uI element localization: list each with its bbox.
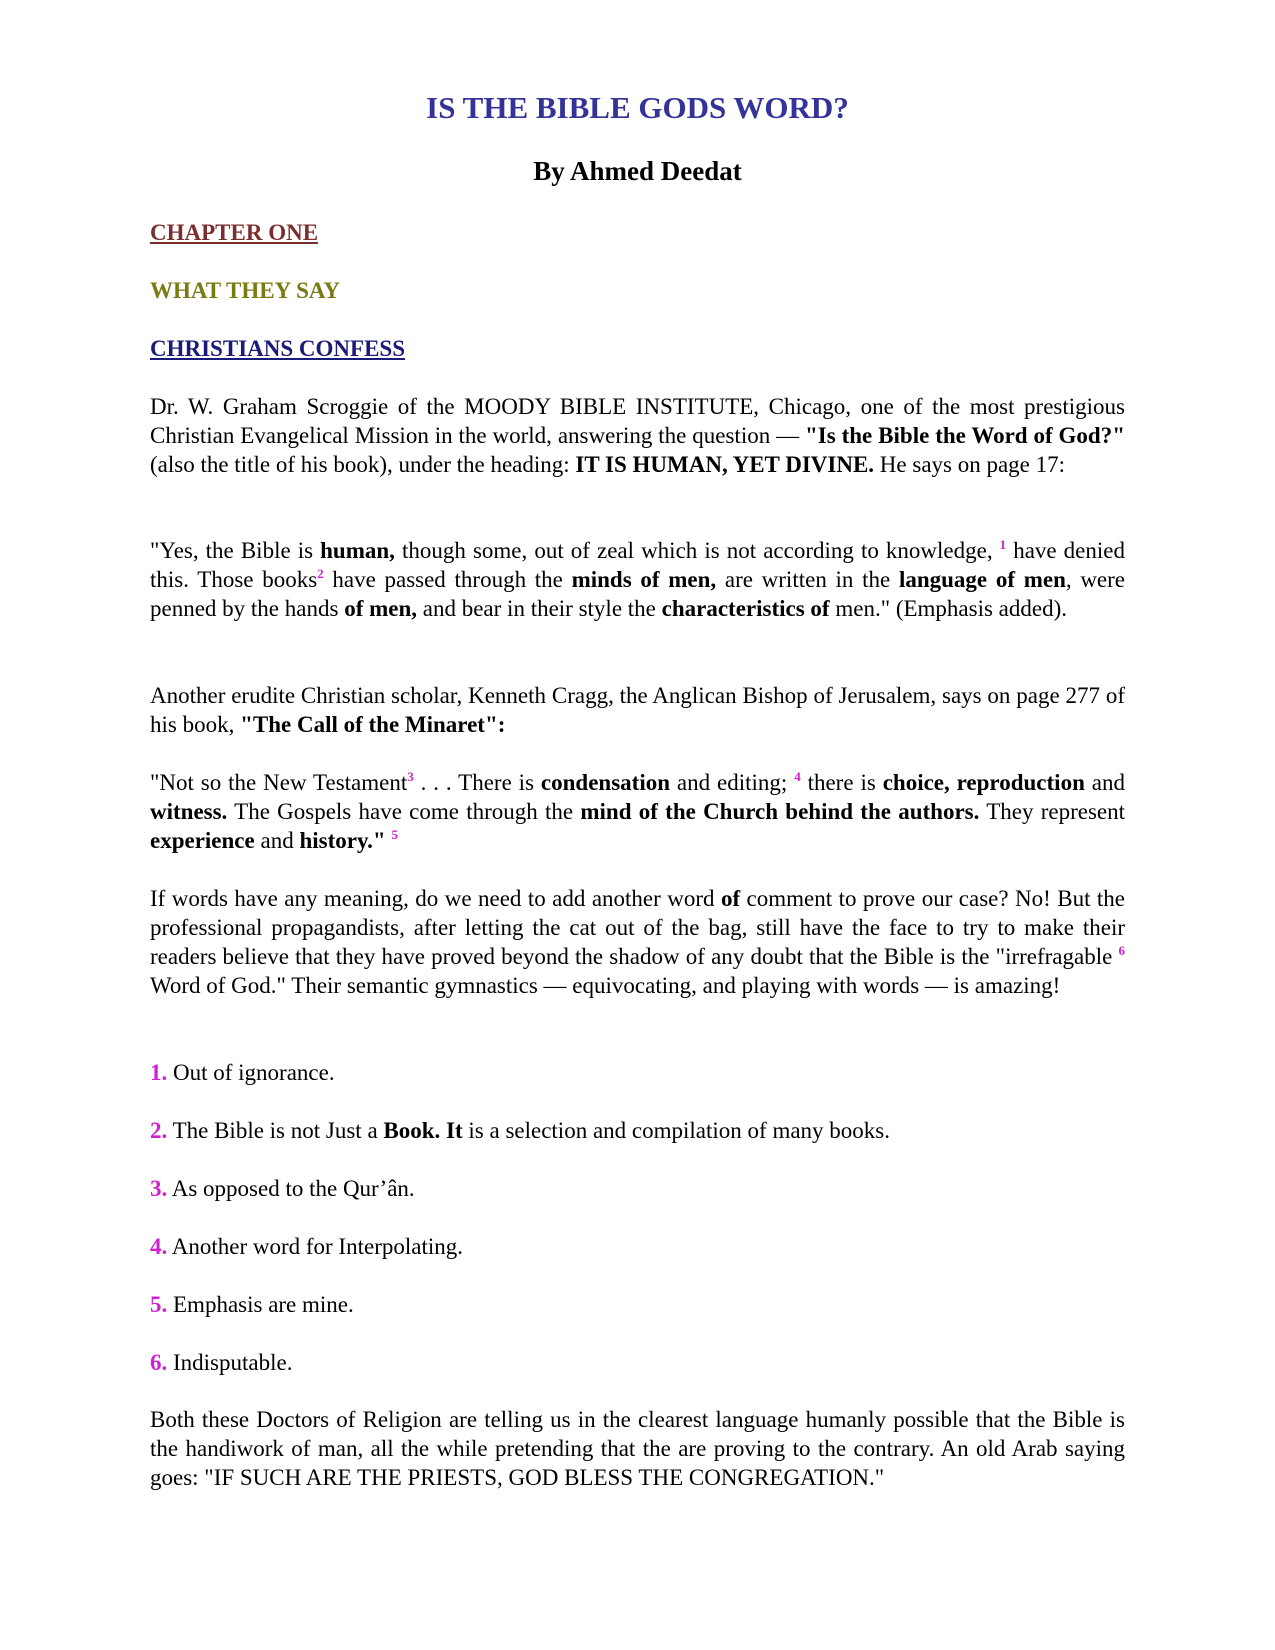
bold-run: language of men [898, 567, 1066, 592]
bold-run: "Is the Bible the Word of God?" [805, 423, 1125, 448]
footnote-number: 4. [150, 1234, 168, 1259]
text-run: . . . There is [413, 770, 541, 795]
text-run: "Yes, the Bible is [150, 538, 321, 563]
text-run: If words have any meaning, do we need to add another word [150, 886, 721, 911]
footnote-marker[interactable]: 4 [794, 769, 801, 784]
footnote-item [150, 1116, 1125, 1145]
footnote-bold: Book. It [383, 1118, 463, 1143]
text-run: are written in the [716, 567, 899, 592]
paragraph-commentary [150, 884, 1125, 1000]
bold-run: witness. [150, 799, 228, 824]
text-run: They represent [979, 799, 1125, 824]
bold-run: of [720, 886, 741, 911]
text-run: comment to prove our case? No! But the professional propagandists, after letting the cat out of the bag, still have the face to try to make their readers believe that they have proved beyond the shadow of any doubt that the Bible is the "irrefragable [150, 886, 1125, 969]
bold-run: IT IS HUMAN, YET DIVINE. [575, 452, 875, 477]
text-run: Another erudite Christian scholar, Kenneth Cragg, the Anglican Bishop of Jerusalem, says on page 277 of his book, [150, 683, 1125, 737]
bold-run: of men, [344, 596, 418, 621]
text-run: and editing; [670, 770, 795, 795]
footnote-text: As opposed to the Qur’ân. [167, 1176, 415, 1201]
footnote-item [150, 1232, 1125, 1261]
footnote-item [150, 1348, 1125, 1377]
footnote-text: is a selection and compilation of many books. [462, 1118, 890, 1143]
text-run: The Gospels have come through the [227, 799, 581, 824]
text-run: and [254, 828, 300, 853]
footnote-text: Indisputable. [167, 1350, 293, 1375]
text-run: Both these Doctors of Religion are telling us in the clearest language humanly possible that the Bible is the handiwork of man, all the while pretending that the are proving to the contrary. An old Arab saying goes: "IF SUCH ARE THE PRIESTS, GOD BLESS THE CONGREGATION." [150, 1407, 1125, 1490]
text-run: though some, out of zeal which is not according to knowledge, [394, 538, 1000, 563]
footnote-item [150, 1174, 1125, 1203]
author-byline: By Ahmed Deedat [533, 156, 742, 186]
footnote-marker[interactable]: 5 [391, 827, 398, 842]
text-run: Word of God." Their semantic gymnastics — equivocating, and playing with words — is amazing! [150, 973, 1061, 998]
text-run: (also the title of his book), under the heading: [150, 452, 576, 477]
footnote-text: The Bible is not Just a [167, 1118, 384, 1143]
bold-run: condensation [540, 770, 671, 795]
footnote-number: 1. [150, 1060, 168, 1085]
footnote-text: Emphasis are mine. [167, 1292, 354, 1317]
bold-run: choice, reproduction [882, 770, 1085, 795]
document-title: IS THE BIBLE GODS WORD? [426, 90, 849, 125]
bold-run: characteristics of [661, 596, 830, 621]
bold-run: minds of men, [571, 567, 717, 592]
text-run: , were penned by the hands [150, 567, 1126, 621]
footnote-marker[interactable]: 1 [999, 537, 1007, 552]
bold-run: experience [150, 828, 255, 853]
paragraph-cragg [150, 681, 1125, 739]
text-run: and bear in their style the [417, 596, 662, 621]
bold-run: history." [299, 828, 386, 853]
text-run: men." (Emphasis added). [829, 596, 1068, 621]
footnote-number: 5. [150, 1292, 168, 1317]
footnote-number: 6. [150, 1350, 168, 1375]
footnote-number: 3. [150, 1176, 168, 1201]
quote-scroggie [150, 536, 1125, 623]
chapter-heading: CHAPTER ONE [150, 220, 319, 245]
footnote-text: Another word for Interpolating. [167, 1234, 463, 1259]
text-run: and [1084, 770, 1125, 795]
text-run: Dr. W. Graham Scroggie of the MOODY BIBLE INSTITUTE, Chicago, one of the most prestigious Christian Evangelical Mission in the world, answering the question — [150, 394, 1125, 448]
footnote-marker[interactable]: 6 [1118, 943, 1125, 958]
footnote-marker[interactable]: 3 [407, 769, 414, 784]
text-run: have denied this. Those books [150, 538, 1125, 592]
quote-cragg [150, 768, 1125, 855]
footnote-text: Out of ignorance. [167, 1060, 335, 1085]
bold-run: mind of the Church behind the authors. [580, 799, 980, 824]
subsection-heading: CHRISTIANS CONFESS [150, 336, 405, 361]
bold-run: human, [320, 538, 395, 563]
text-run: there is [800, 770, 883, 795]
paragraph-scroggie [150, 392, 1125, 479]
text-run: He says on page 17: [874, 452, 1066, 477]
footnote-marker[interactable]: 2 [317, 566, 324, 581]
section-heading: WHAT THEY SAY [150, 278, 341, 303]
bold-run: "The Call of the Minaret": [240, 712, 506, 737]
footnote-number: 2. [150, 1118, 168, 1143]
text-run: have passed through the [323, 567, 572, 592]
text-run: "Not so the New Testament [150, 770, 408, 795]
footnote-item [150, 1058, 1125, 1087]
paragraph-conclusion [150, 1405, 1125, 1492]
footnote-item [150, 1290, 1125, 1319]
